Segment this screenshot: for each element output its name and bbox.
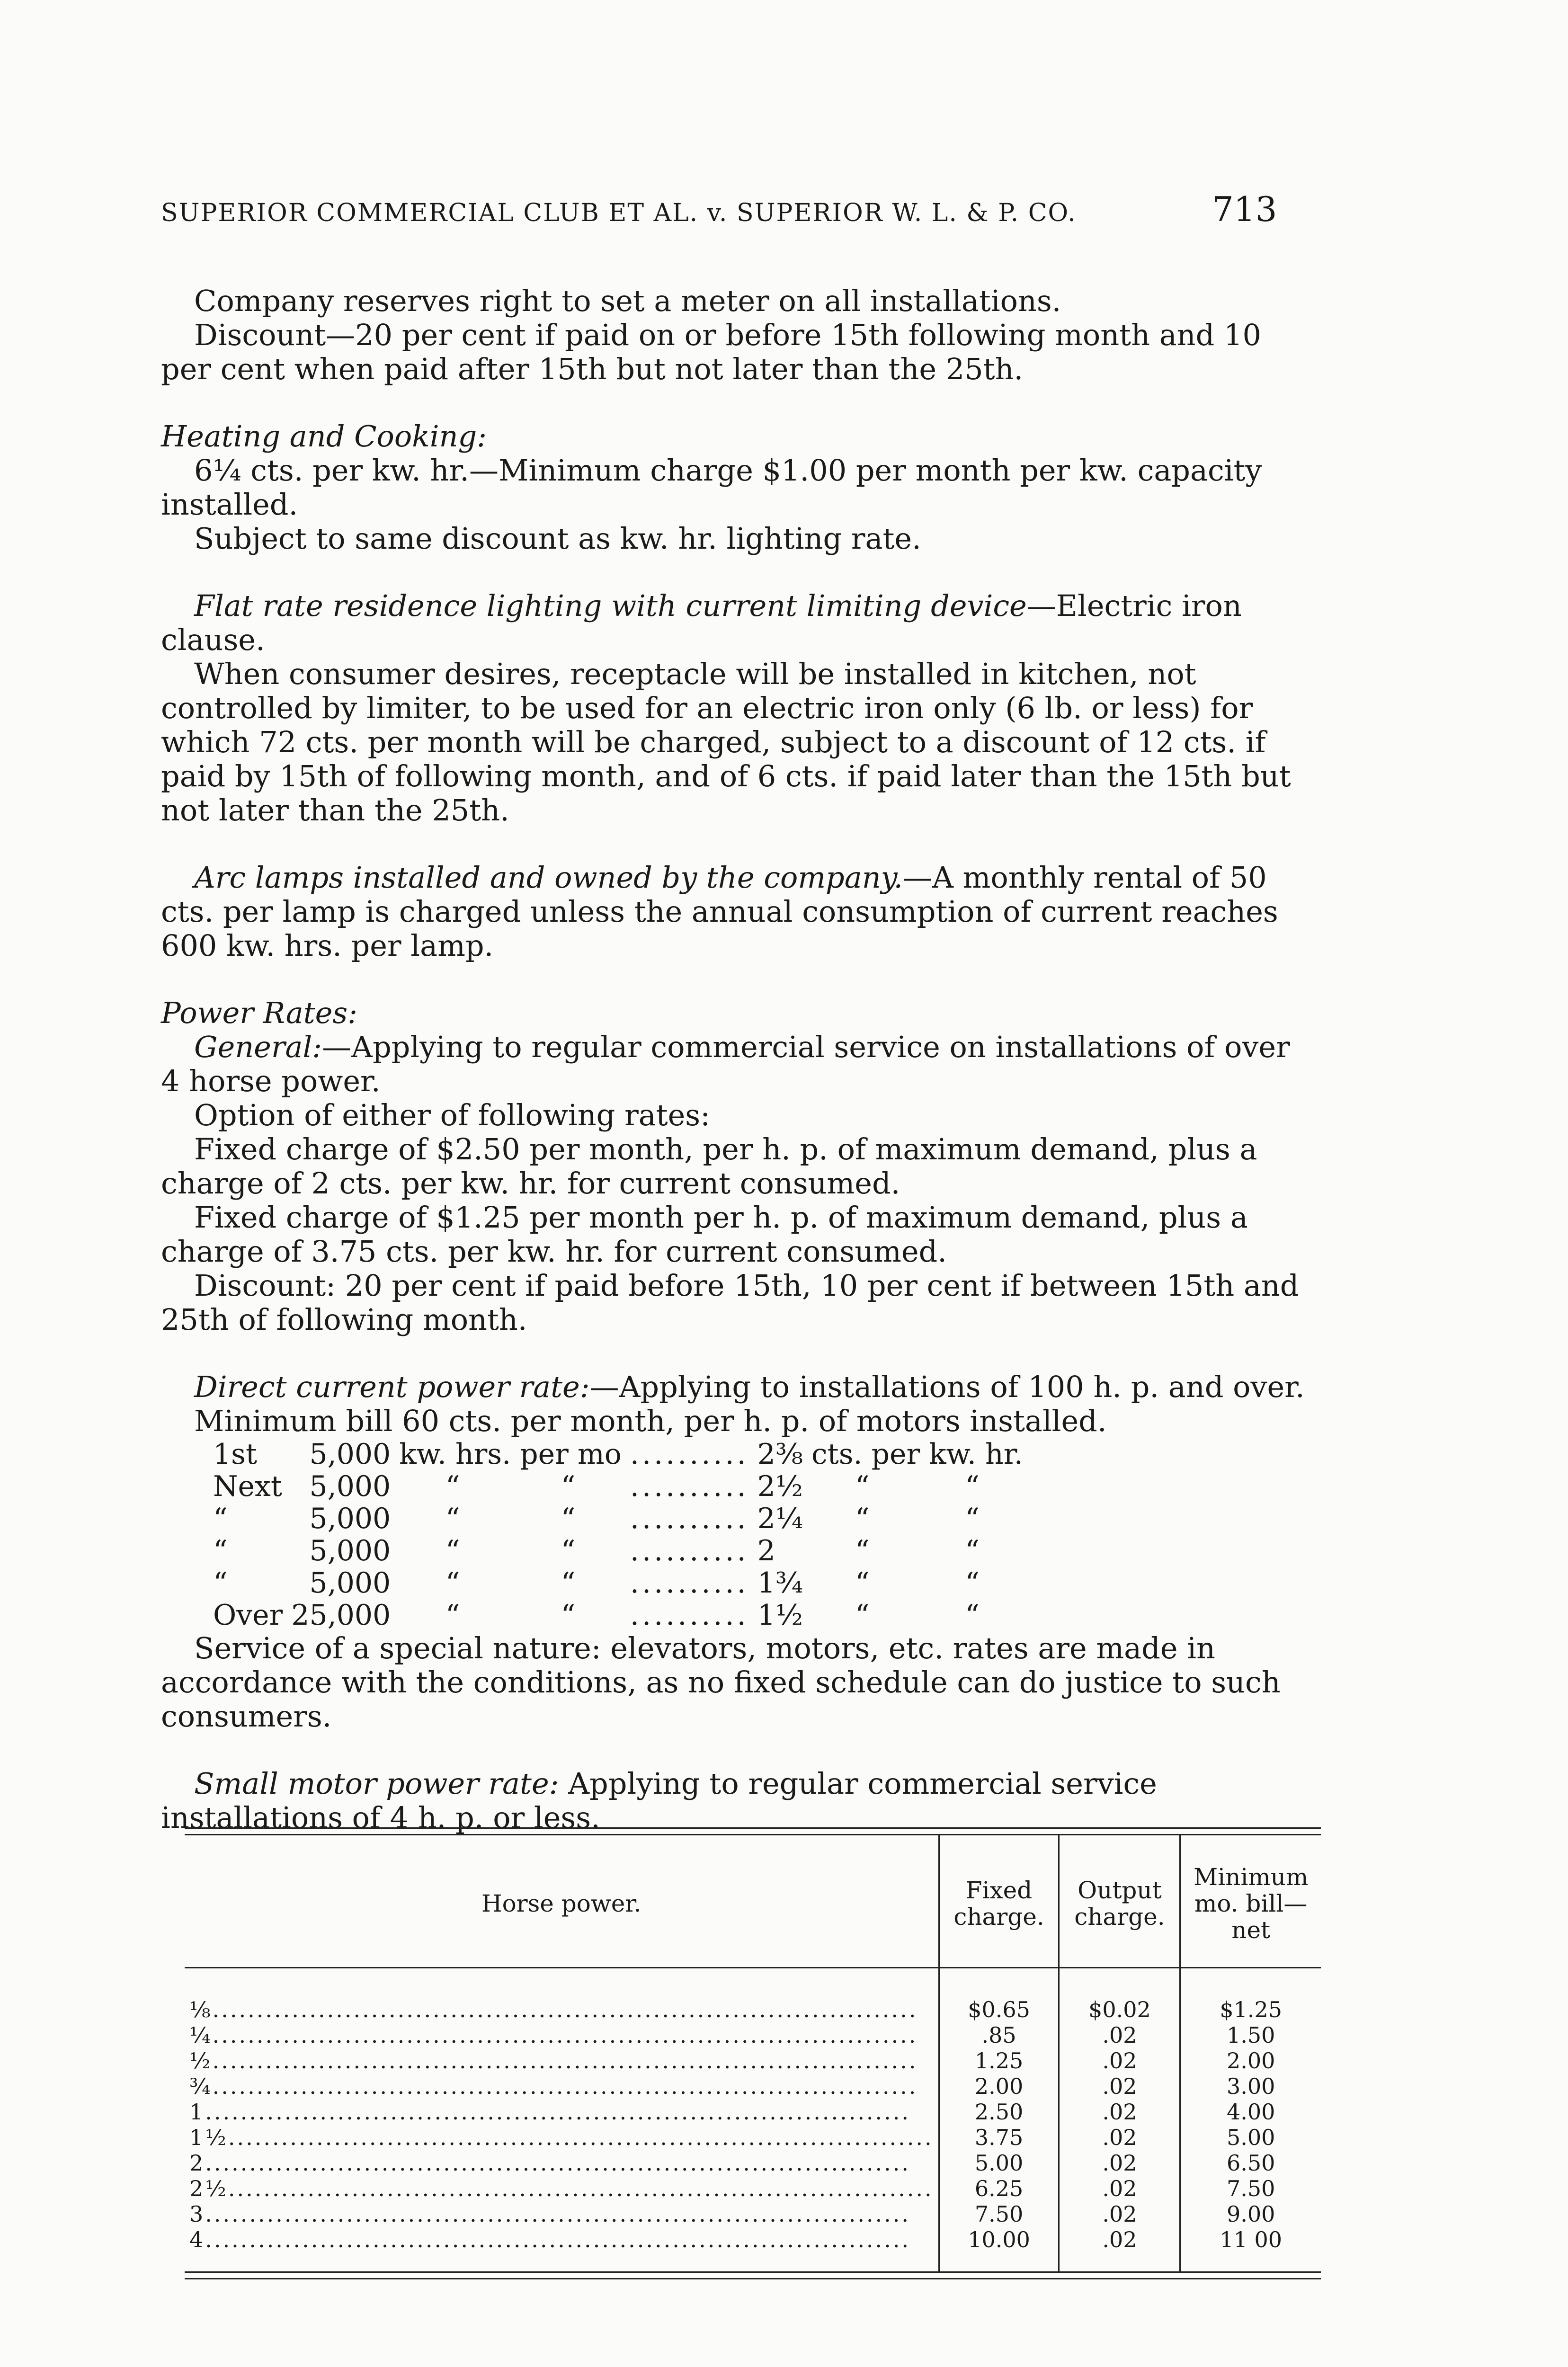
dc-ditto: “ xyxy=(445,1534,460,1567)
dc-rate: 2¼ xyxy=(757,1502,803,1535)
dc-qty: 5,000 xyxy=(309,1502,391,1535)
table-row xyxy=(185,2022,1321,2048)
heading-heating xyxy=(161,419,1316,454)
cell-minimum-bill: 9.00 xyxy=(1226,2201,1275,2227)
cell-fixed-charge: 7.50 xyxy=(939,2201,1059,2227)
table-row xyxy=(185,2176,1321,2201)
cell-fixed-charge: 2.50 xyxy=(939,2099,1059,2125)
paragraph-fixed-1: Fixed charge of $2.50 per month, per h. p. of maximum demand, plus a charge of 2 cts. per kw. hr. for current consumed. xyxy=(161,1132,1257,1201)
paragraph-arc xyxy=(161,861,1316,963)
running-head: SUPERIOR COMMERCIAL CLUB ET AL. v. SUPERIOR W. L. & P. CO. xyxy=(161,199,1077,227)
table-row xyxy=(185,2099,1321,2125)
dc-row xyxy=(213,1535,1032,1567)
dc-rate: 2½ xyxy=(757,1470,803,1503)
dc-row xyxy=(213,1503,1032,1535)
paragraph-fixed-2: Fixed charge of $1.25 per month per h. p. of maximum demand, plus a charge of 3.75 cts. per kw. hr. for current consumed. xyxy=(161,1200,1248,1269)
dot-leader: ................................................................................ xyxy=(212,2073,918,2099)
header-fixed-charge: Fixed charge. xyxy=(939,1835,1059,1968)
table-row xyxy=(185,2150,1321,2176)
dc-ditto: “ xyxy=(561,1502,576,1535)
cell-fixed-charge: 6.25 xyxy=(939,2176,1059,2201)
horse-power-value: 4 xyxy=(189,2227,205,2252)
paragraph-flat-rate-body: When consumer desires, receptacle will be installed in kitchen, not controlled by limiter, to be used for an electric iron only (6 lb. or less) for which 72 cts. per month will be charged, subject to a discount of 12 cts. if paid by 15th of following month, and of 6 cts. if paid later than the 15th but not later than the 25th. xyxy=(161,657,1291,828)
cell-minimum-bill: 2.00 xyxy=(1226,2048,1275,2073)
dc-ditto: “ xyxy=(965,1534,980,1567)
dc-leader: .......... xyxy=(630,1534,749,1567)
cell-minimum-bill: 3.00 xyxy=(1226,2073,1275,2099)
cell-output-charge: .02 xyxy=(1059,2125,1180,2150)
dc-ditto: “ xyxy=(855,1566,870,1600)
dc-qty: 5,000 xyxy=(309,1470,391,1503)
header-horse-power: Horse power. xyxy=(185,1835,939,1968)
dc-ditto: “ xyxy=(965,1566,980,1600)
page-number: 713 xyxy=(1212,189,1277,229)
cell-fixed-charge: 10.00 xyxy=(939,2227,1059,2271)
small-motor-rate-table xyxy=(185,1835,1321,2271)
paragraph-power-discount: Discount: 20 per cent if paid before 15th, 10 per cent if between 15th and 25th of following month. xyxy=(161,1268,1299,1337)
dot-leader: ................................................................................ xyxy=(212,1997,918,2022)
general-rest: —Applying to regular commercial service on installations of over 4 horse power. xyxy=(161,1030,1290,1098)
paragraph-option: Option of either of following rates: xyxy=(194,1098,710,1132)
cell-fixed-charge: $0.65 xyxy=(939,1968,1059,2023)
paragraph-heating-rate: 6¼ cts. per kw. hr.—Minimum charge $1.00 per month per kw. capacity installed. xyxy=(161,453,1262,522)
paragraph-small-motor xyxy=(161,1767,1316,1835)
dc-ditto: “ xyxy=(445,1599,460,1632)
dot-leader: ................................................................................ xyxy=(205,2201,911,2227)
cell-horse-power xyxy=(185,2176,939,2201)
dc-rate: 2 xyxy=(757,1534,775,1567)
cell-output-charge: .02 xyxy=(1059,2227,1180,2271)
paragraph-dc xyxy=(161,1370,1316,1404)
horse-power-value: ⅛ xyxy=(189,1997,213,2022)
dc-step: Next xyxy=(213,1470,282,1503)
cell-horse-power xyxy=(185,2201,939,2227)
horse-power-value: 1½ xyxy=(189,2125,228,2150)
dc-row xyxy=(213,1599,1032,1631)
table-row xyxy=(185,2048,1321,2073)
cell-horse-power xyxy=(185,2125,939,2150)
paragraph-heating-discount: Subject to same discount as kw. hr. lighting rate. xyxy=(194,521,921,556)
small-motor-title: Small motor power rate: xyxy=(194,1766,559,1801)
dc-leader: .......... xyxy=(630,1566,749,1600)
horse-power-value: ¼ xyxy=(189,2022,213,2048)
dot-leader: ................................................................................ xyxy=(212,2048,918,2073)
cell-output-charge: .02 xyxy=(1059,2150,1180,2176)
cell-output-charge: .02 xyxy=(1059,2022,1180,2048)
dc-ditto: “ xyxy=(855,1470,870,1503)
dc-qty: 5,000 xyxy=(309,1438,391,1471)
dc-ditto: “ xyxy=(855,1534,870,1567)
dc-qty: 5,000 xyxy=(309,1534,391,1567)
cell-output-charge: .02 xyxy=(1059,2048,1180,2073)
dc-step: “ xyxy=(213,1534,228,1567)
dc-leader: .......... xyxy=(630,1438,749,1471)
dc-unit: kw. hrs. per mo xyxy=(399,1438,622,1471)
dc-rate: 2⅜ xyxy=(757,1438,803,1471)
dc-rate-schedule xyxy=(213,1438,1032,1631)
cell-fixed-charge: 3.75 xyxy=(939,2125,1059,2150)
cell-horse-power xyxy=(185,2022,939,2048)
dc-step: Over xyxy=(213,1599,283,1632)
cell-fixed-charge: 1.25 xyxy=(939,2048,1059,2073)
table-top-rule xyxy=(185,1827,1321,1835)
heating-title: Heating and Cooking: xyxy=(161,419,487,454)
dc-row xyxy=(213,1438,1032,1470)
cell-output-charge: .02 xyxy=(1059,2176,1180,2201)
cell-fixed-charge: .85 xyxy=(939,2022,1059,2048)
header-output-charge: Output charge. xyxy=(1059,1835,1180,1968)
dc-qty: 5,000 xyxy=(309,1566,391,1600)
dot-leader: ................................................................................ xyxy=(205,2150,911,2176)
dc-ditto: “ xyxy=(445,1566,460,1600)
small-motor-table-wrap xyxy=(185,1827,1321,2279)
heading-power-rates xyxy=(161,996,1316,1030)
dc-step: “ xyxy=(213,1566,228,1600)
cell-horse-power xyxy=(185,2073,939,2099)
cell-output-charge: .02 xyxy=(1059,2201,1180,2227)
table-header-row xyxy=(185,1835,1321,1968)
horse-power-value: 2½ xyxy=(189,2176,228,2201)
header-minimum-bill: Minimum mo. bill—net xyxy=(1193,1863,1309,1944)
cell-minimum-bill: 4.00 xyxy=(1226,2099,1275,2125)
table-row xyxy=(185,1968,1321,2023)
dc-suffix: cts. per kw. hr. xyxy=(811,1438,1023,1471)
dc-ditto: “ xyxy=(965,1502,980,1535)
power-title: Power Rates: xyxy=(161,996,358,1030)
dc-ditto: “ xyxy=(561,1599,576,1632)
dot-leader: ................................................................................ xyxy=(228,2125,934,2150)
flat-rate-rest: —Electric iron clause. xyxy=(161,588,1242,657)
dot-leader: ................................................................................ xyxy=(205,2099,911,2125)
horse-power-value: 2 xyxy=(189,2150,205,2176)
dc-ditto: “ xyxy=(965,1599,980,1632)
dc-ditto: “ xyxy=(855,1502,870,1535)
dc-leader: .......... xyxy=(630,1502,749,1535)
cell-minimum-bill: 6.50 xyxy=(1226,2150,1275,2176)
body-text xyxy=(161,284,1316,1835)
dc-step: 1st xyxy=(213,1438,258,1471)
dc-title: Direct current power rate: xyxy=(194,1370,590,1404)
dot-leader: ................................................................................ xyxy=(205,2227,911,2252)
paragraph-meter: Company reserves right to set a meter on all installations. xyxy=(194,284,1061,318)
cell-horse-power xyxy=(185,2150,939,2176)
paragraph-general xyxy=(161,1030,1316,1098)
cell-horse-power xyxy=(185,2227,939,2271)
cell-horse-power xyxy=(185,1968,939,2023)
paragraph-flat-rate xyxy=(161,589,1316,657)
cell-minimum-bill: 1.50 xyxy=(1226,2022,1275,2048)
cell-minimum-bill: 11 00 xyxy=(1220,2227,1283,2252)
cell-fixed-charge: 5.00 xyxy=(939,2150,1059,2176)
cell-fixed-charge: 2.00 xyxy=(939,2073,1059,2099)
arc-rest: —A monthly rental of 50 cts. per lamp is charged unless the annual consumption of current reaches 600 kw. hrs. per lamp. xyxy=(161,860,1278,963)
horse-power-value: ½ xyxy=(189,2048,213,2073)
cell-minimum-bill: 7.50 xyxy=(1226,2176,1275,2201)
flat-rate-title: Flat rate residence lighting with current limiting device xyxy=(194,588,1027,623)
dc-qty: 25,000 xyxy=(291,1599,391,1632)
dot-leader: ................................................................................ xyxy=(212,2022,918,2048)
dc-ditto: “ xyxy=(445,1470,460,1503)
dc-leader: .......... xyxy=(630,1599,749,1632)
paragraph-special: Service of a special nature: elevators, motors, etc. rates are made in accordance with the conditions, as no fixed schedule can do justice to such consumers. xyxy=(161,1631,1281,1734)
dc-row xyxy=(213,1567,1032,1599)
dc-ditto: “ xyxy=(561,1534,576,1567)
table-row xyxy=(185,2227,1321,2271)
table-row xyxy=(185,2125,1321,2150)
cell-horse-power xyxy=(185,2099,939,2125)
dc-leader: .......... xyxy=(630,1470,749,1503)
small-motor-rest: Applying to regular commercial service installations of 4 h. p. or less. xyxy=(161,1766,1157,1835)
dc-ditto: “ xyxy=(965,1470,980,1503)
cell-output-charge: .02 xyxy=(1059,2073,1180,2099)
table-row xyxy=(185,2073,1321,2099)
cell-output-charge: $0.02 xyxy=(1059,1968,1180,2023)
dc-rate: 1¾ xyxy=(757,1566,803,1600)
dc-rate: 1½ xyxy=(757,1599,803,1632)
paragraph-minimum-bill: Minimum bill 60 cts. per month, per h. p. of motors installed. xyxy=(194,1404,1107,1438)
dc-ditto: “ xyxy=(561,1470,576,1503)
horse-power-value: 3 xyxy=(189,2201,205,2227)
table-bottom-rule xyxy=(185,2271,1321,2279)
cell-output-charge: .02 xyxy=(1059,2099,1180,2125)
dc-step: “ xyxy=(213,1502,228,1535)
cell-horse-power xyxy=(185,2048,939,2073)
table-row xyxy=(185,2201,1321,2227)
horse-power-value: 1 xyxy=(189,2099,205,2125)
paragraph-discount: Discount—20 per cent if paid on or before 15th following month and 10 per cent when paid after 15th but not later than the 25th. xyxy=(161,318,1261,386)
dc-rest: —Applying to installations of 100 h. p. and over. xyxy=(589,1370,1305,1404)
dc-ditto: “ xyxy=(561,1566,576,1600)
cell-minimum-bill: 5.00 xyxy=(1226,2125,1275,2150)
dot-leader: ................................................................................ xyxy=(228,2176,934,2201)
cell-minimum-bill: $1.25 xyxy=(1220,1997,1283,2022)
dc-ditto: “ xyxy=(855,1599,870,1632)
dc-ditto: “ xyxy=(445,1502,460,1535)
horse-power-value: ¾ xyxy=(189,2073,213,2099)
arc-title: Arc lamps installed and owned by the company. xyxy=(194,860,903,895)
dc-row xyxy=(213,1470,1032,1503)
general-title: General: xyxy=(194,1030,322,1064)
